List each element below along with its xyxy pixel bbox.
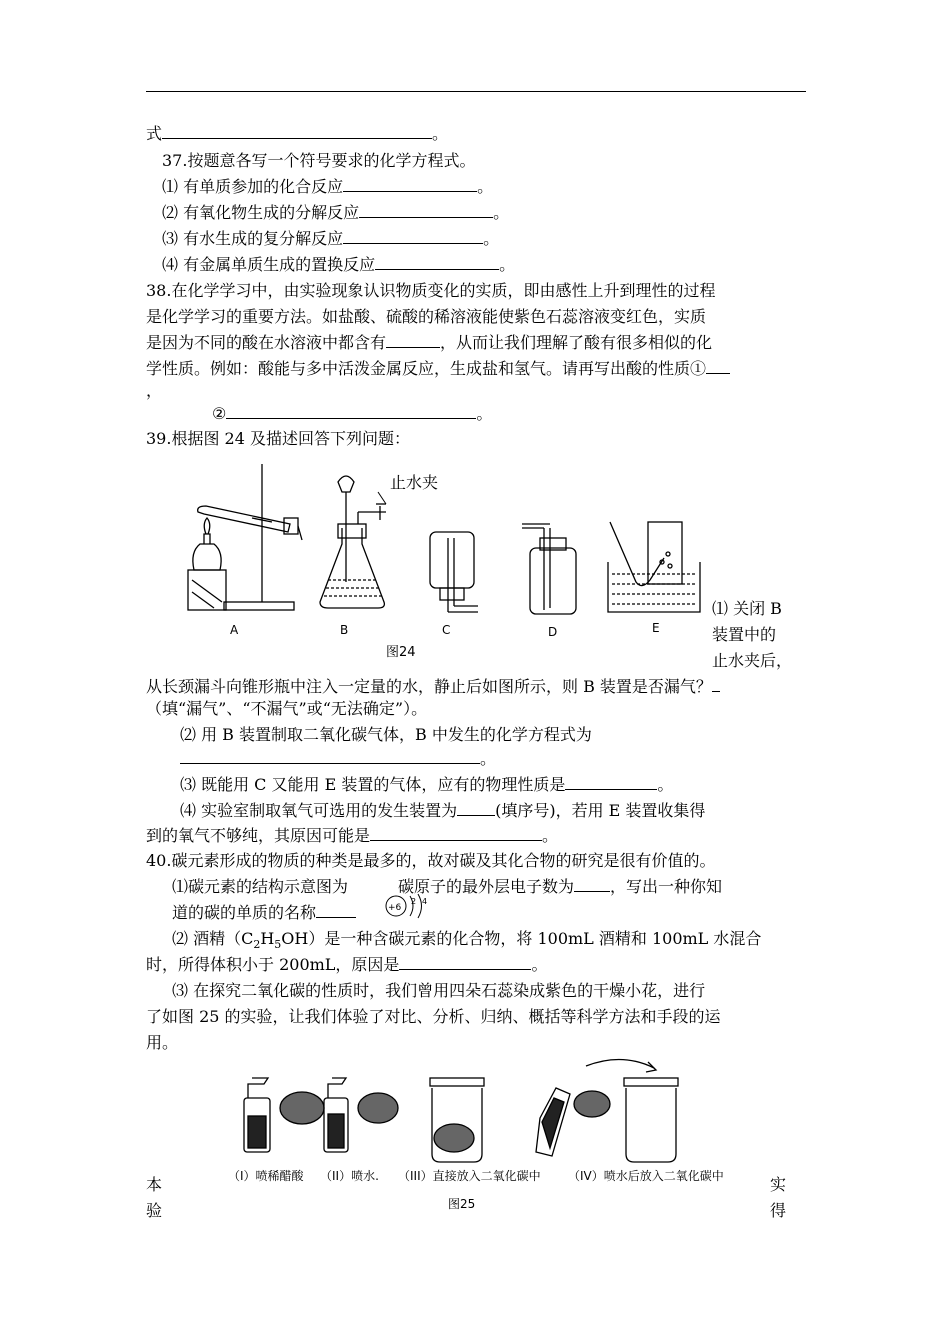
- nucleus-charge: +6: [388, 903, 402, 913]
- gas-bottle-d-icon: [530, 548, 576, 614]
- alcohol-lamp-icon: [193, 544, 221, 570]
- answer-blank[interactable]: [370, 825, 542, 841]
- flower-1-icon: [280, 1092, 324, 1124]
- answer-blank[interactable]: [162, 123, 432, 139]
- q38-line-1: 38.在化学学习中，由实验现象认识物质变化的实质，即由感性上升到理性的过程: [146, 281, 716, 300]
- gas-bottle-c-icon: [430, 532, 474, 588]
- q40-2-line-2: 时，所得体积小于 200mL，原因是 。: [146, 955, 548, 974]
- q38-line-3: 是因为不同的酸在水溶液中都含有 ，从而让我们理解了酸有很多相似的化: [146, 333, 713, 352]
- figure-24-caption: 图24: [386, 645, 416, 660]
- carbon-atom-diagram: [382, 886, 434, 924]
- q38-line-5: ② 。: [212, 404, 493, 423]
- clip-label: 止水夹: [390, 473, 439, 492]
- question-39: 39.根据图 24 及描述回答下列问题：: [146, 429, 410, 448]
- gas-jar-4-icon: [626, 1088, 676, 1162]
- answer-blank[interactable]: [386, 332, 440, 348]
- question-37: 37.按题意各写一个符号要求的化学方程式。: [162, 151, 476, 170]
- question-40: 40.碳元素形成的物质的种类是最多的，故对碳及其化合物的研究是很有价值的。: [146, 851, 716, 870]
- header-rule: [146, 91, 806, 92]
- flower-4-icon: [574, 1091, 610, 1117]
- q40-3-line-1: ⑶ 在探究二氧化碳的性质时，我们曾用四朵石蕊染成紫色的干燥小花，进行: [172, 981, 706, 1000]
- wooden-block-icon: [188, 570, 226, 610]
- answer-blank[interactable]: [565, 774, 657, 790]
- answer-blank[interactable]: [226, 403, 476, 419]
- label-e: E: [652, 621, 660, 635]
- answer-blank[interactable]: [706, 358, 730, 374]
- answer-blank[interactable]: [399, 954, 531, 970]
- answer-blank[interactable]: [316, 902, 356, 918]
- label-c: C: [442, 623, 451, 637]
- q39-1-wrap-1: ⑴ 关闭 B: [712, 599, 782, 618]
- side-text-right-1: 实: [770, 1175, 787, 1194]
- answer-blank[interactable]: [343, 228, 483, 244]
- q37-item-3: ⑶ 有水生成的复分解反应 。: [162, 229, 500, 248]
- q38-comma: ，: [146, 381, 163, 400]
- label-a: A: [230, 623, 239, 637]
- q40-1: ⑴碳元素的结构示意图为 碳原子的最外层电子数为 ，写出一种你知: [172, 877, 723, 896]
- q38-line-4: 学性质。例如：酸能与多中活泼金属反应，生成盐和氢气。请再写出酸的性质①: [146, 358, 730, 380]
- flower-3-icon: [434, 1124, 474, 1152]
- figure-25-caption: 图25: [448, 1197, 476, 1211]
- label-iii: （III）直接放入二氧化碳中: [398, 1169, 541, 1183]
- q39-1-wrap-3: 止水夹后，: [712, 651, 793, 670]
- arrow-icon: [586, 1059, 654, 1068]
- q39-1-line-5: （填“漏气”、“不漏气”或“无法确定”）。: [146, 699, 428, 718]
- line-q36-tail: 式 。: [146, 124, 449, 143]
- q39-2: ⑵ 用 B 装置制取二氧化碳气体，B 中发生的化学方程式为: [180, 725, 592, 744]
- q39-4: ⑷ 实验室制取氧气可选用的发生装置为 (填序号)，若用 E 装置收集得: [180, 801, 706, 820]
- q40-2: ⑵ 酒精$(C_2H_5OH)$是一种含碳元素的化合物，将 100mL 酒精和 100mL 水混合: [172, 929, 762, 952]
- figure-24: [180, 462, 710, 662]
- q37-item-2: ⑵ 有氧化物生成的分解反应 。: [162, 203, 510, 222]
- q40-1-line-2: 道的碳的单质的名称: [172, 902, 356, 924]
- answer-blank[interactable]: [712, 676, 720, 692]
- label-ii: （II）喷水.: [320, 1169, 379, 1183]
- test-tube-icon: [198, 506, 290, 532]
- q39-3: ⑶ 既能用 C 又能用 E 装置的气体，应有的物理性质是 。: [180, 775, 674, 794]
- q39-4-line-2: 到的氧气不够纯，其原因可能是 。: [146, 826, 559, 845]
- q39-1-wrap-2: 装置中的: [712, 625, 777, 644]
- q38-line-2: 是化学学习的重要方法。如盐酸、硫酸的稀溶液能使紫色石蕊溶液变红色，实质: [146, 307, 707, 326]
- label-iv: （IV）喷水后放入二氧化碳中: [568, 1169, 724, 1183]
- q39-2-answer: 。: [180, 748, 496, 770]
- shell-2-electrons: 4: [422, 897, 428, 906]
- figure-25: [222, 1058, 762, 1218]
- q39-1-line-4: 从长颈漏斗向锥形瓶中注入一定量的水，静止后如图所示，则 B 装置是否漏气？: [146, 676, 720, 698]
- q37-item-1: ⑴ 有单质参加的化合反应 。: [162, 177, 494, 196]
- answer-blank[interactable]: [375, 254, 499, 270]
- long-neck-funnel-icon: [338, 476, 354, 492]
- answer-blank[interactable]: [359, 202, 493, 218]
- label-b: B: [340, 623, 349, 637]
- shell-1-electrons: 2: [411, 897, 417, 906]
- delivery-tube-icon: [610, 522, 664, 586]
- q40-3-line-2: 了如图 25 的实验，让我们体验了对比、分析、归纳、概括等科学方法和手段的运: [146, 1007, 721, 1026]
- label-d: D: [548, 625, 558, 639]
- side-text-left-1: 本: [146, 1175, 163, 1194]
- q40-3-line-3: 用。: [146, 1033, 179, 1052]
- answer-blank[interactable]: [457, 800, 495, 816]
- answer-blank[interactable]: [574, 876, 610, 892]
- label-i: （I）喷稀醋酸: [228, 1169, 304, 1183]
- flower-2-icon: [358, 1093, 398, 1123]
- answer-blank[interactable]: [180, 748, 480, 764]
- side-text-left-2: 验: [146, 1201, 163, 1220]
- side-text-right-2: 得: [770, 1201, 787, 1220]
- q37-item-4: ⑷ 有金属单质生成的置换反应 。: [162, 255, 516, 274]
- answer-blank[interactable]: [343, 176, 477, 192]
